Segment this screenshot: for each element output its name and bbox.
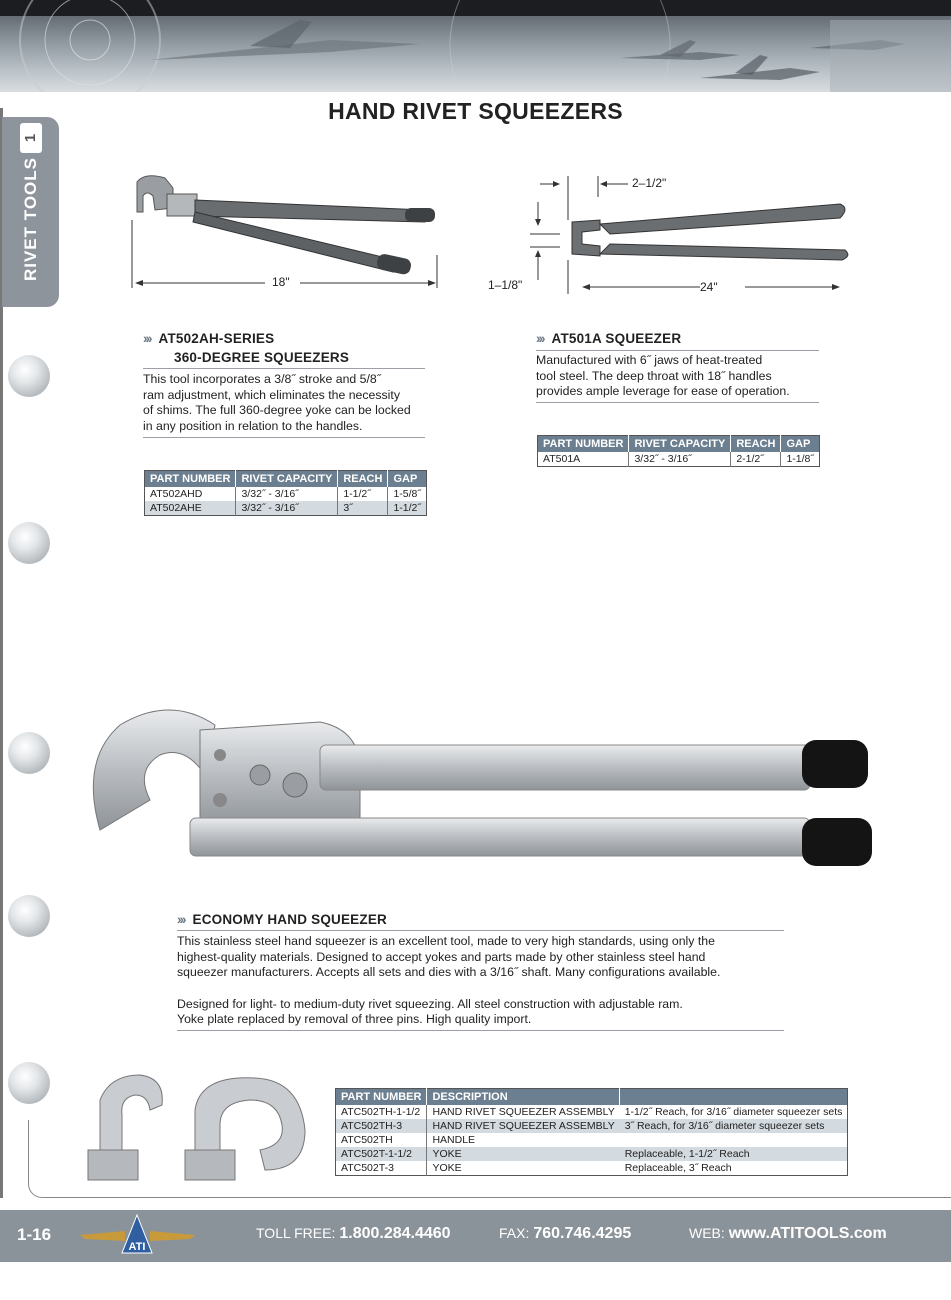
at501a-spec-table (537, 435, 820, 467)
table-row: AT502AHD 3/32˝ - 3/16˝ 1-1/2˝ 1-5/8˝ (145, 487, 427, 501)
chevron-icon: ››› (177, 912, 185, 927)
section-tab (2, 117, 59, 307)
section-label: RIVET TOOLS (21, 156, 40, 282)
table-row: ATC502TH-1-1/2 HAND RIVET SQUEEZER ASSEMBLY 1-1/2˝ Reach, for 3/16˝ diameter squeezer sets (336, 1105, 848, 1119)
globe-icon (8, 895, 50, 937)
at502ah-description: This tool incorporates a 3/8˝ stroke and 5/8˝ ram adjustment, which eliminates the necessity of shims. The full 360-degree yoke can be locked in any position in relation to the handles. (143, 372, 411, 433)
divider (143, 437, 425, 438)
page-title: HAND RIVET SQUEEZERS (328, 98, 623, 124)
toll-free: TOLL FREE: 1.800.284.4460 (256, 1225, 451, 1242)
aircraft-banner-graphic (0, 0, 951, 92)
table-row: ATC502T-1-1/2 YOKE Replaceable, 1-1/2˝ Reach (336, 1147, 848, 1161)
table-header: PART NUMBER DESCRIPTION (336, 1089, 848, 1106)
economy-description: This stainless steel hand squeezer is an excellent tool, made to very high standards, using only the highest-quality materials. Designed to accept yokes and parts made by other stainless steel hand squeezer manufacturers. Accepts all sets and dies with a 3/16˝ shaft. Many configurations available. Designed for light- to medium-duty rivet squeezing. All steel construction with adjustable ram. Yoke plate replaced by removal of three pins. High quality import. (177, 934, 721, 1026)
at501a-heading: ››› AT501A SQUEEZER (536, 331, 682, 346)
table-row: AT502AHE 3/32˝ - 3/16˝ 3˝ 1-1/2˝ (145, 501, 427, 515)
table-row: AT501A 3/32˝ - 3/16˝ 2-1/2˝ 1-1/8˝ (538, 452, 820, 466)
economy-heading: ››› ECONOMY HAND SQUEEZER (177, 912, 387, 927)
at502ah-subheading: 360-DEGREE SQUEEZERS (174, 350, 350, 365)
footer (0, 1210, 951, 1262)
table-header: PART NUMBER RIVET CAPACITY REACH GAP (538, 436, 820, 453)
divider (177, 930, 784, 931)
divider (143, 368, 425, 369)
chevron-icon: ››› (536, 331, 544, 346)
table-row: ATC502TH HANDLE (336, 1133, 848, 1147)
at501a-description: Manufactured with 6˝ jaws of heat-treated tool steel. The deep throat with 18˝ handles provides ample leverage for ease of operation. (536, 353, 790, 398)
table-row: ATC502TH-3 HAND RIVET SQUEEZER ASSEMBLY 3˝ Reach, for 3/16˝ diameter squeezer sets (336, 1119, 848, 1133)
chevron-icon: ››› (143, 331, 151, 346)
fax: FAX: 760.746.4295 (499, 1225, 632, 1242)
globe-icon (8, 355, 50, 397)
at502ah-spec-table (144, 470, 427, 516)
divider (536, 350, 819, 351)
table-header: PART NUMBER RIVET CAPACITY REACH GAP (145, 471, 427, 488)
table-row: ATC502T-3 YOKE Replaceable, 3˝ Reach (336, 1161, 848, 1175)
economy-squeezer-image (80, 700, 880, 875)
dimension-gap: 1–1/8" (488, 278, 523, 292)
divider (536, 402, 819, 403)
globe-icon (8, 1062, 50, 1104)
website[interactable]: WEB: www.ATITOOLS.com (689, 1225, 887, 1242)
header-banner (0, 0, 951, 92)
page-frame (28, 1120, 951, 1198)
ati-logo (80, 1213, 195, 1259)
section-number: 1 (20, 123, 42, 153)
dimension-24: 24" (700, 280, 718, 294)
page-number: 1-16 (17, 1225, 52, 1244)
globe-icon (8, 732, 50, 774)
divider (177, 1030, 784, 1031)
dimension-throat: 2–1/2" (632, 176, 667, 190)
globe-icon (8, 522, 50, 564)
dimension-18: 18" (272, 275, 290, 289)
at502ah-heading: ››› AT502AH-SERIES (143, 331, 275, 346)
at501a-squeezer-image (520, 172, 850, 297)
svg-text:ATI: ATI (128, 1241, 146, 1253)
